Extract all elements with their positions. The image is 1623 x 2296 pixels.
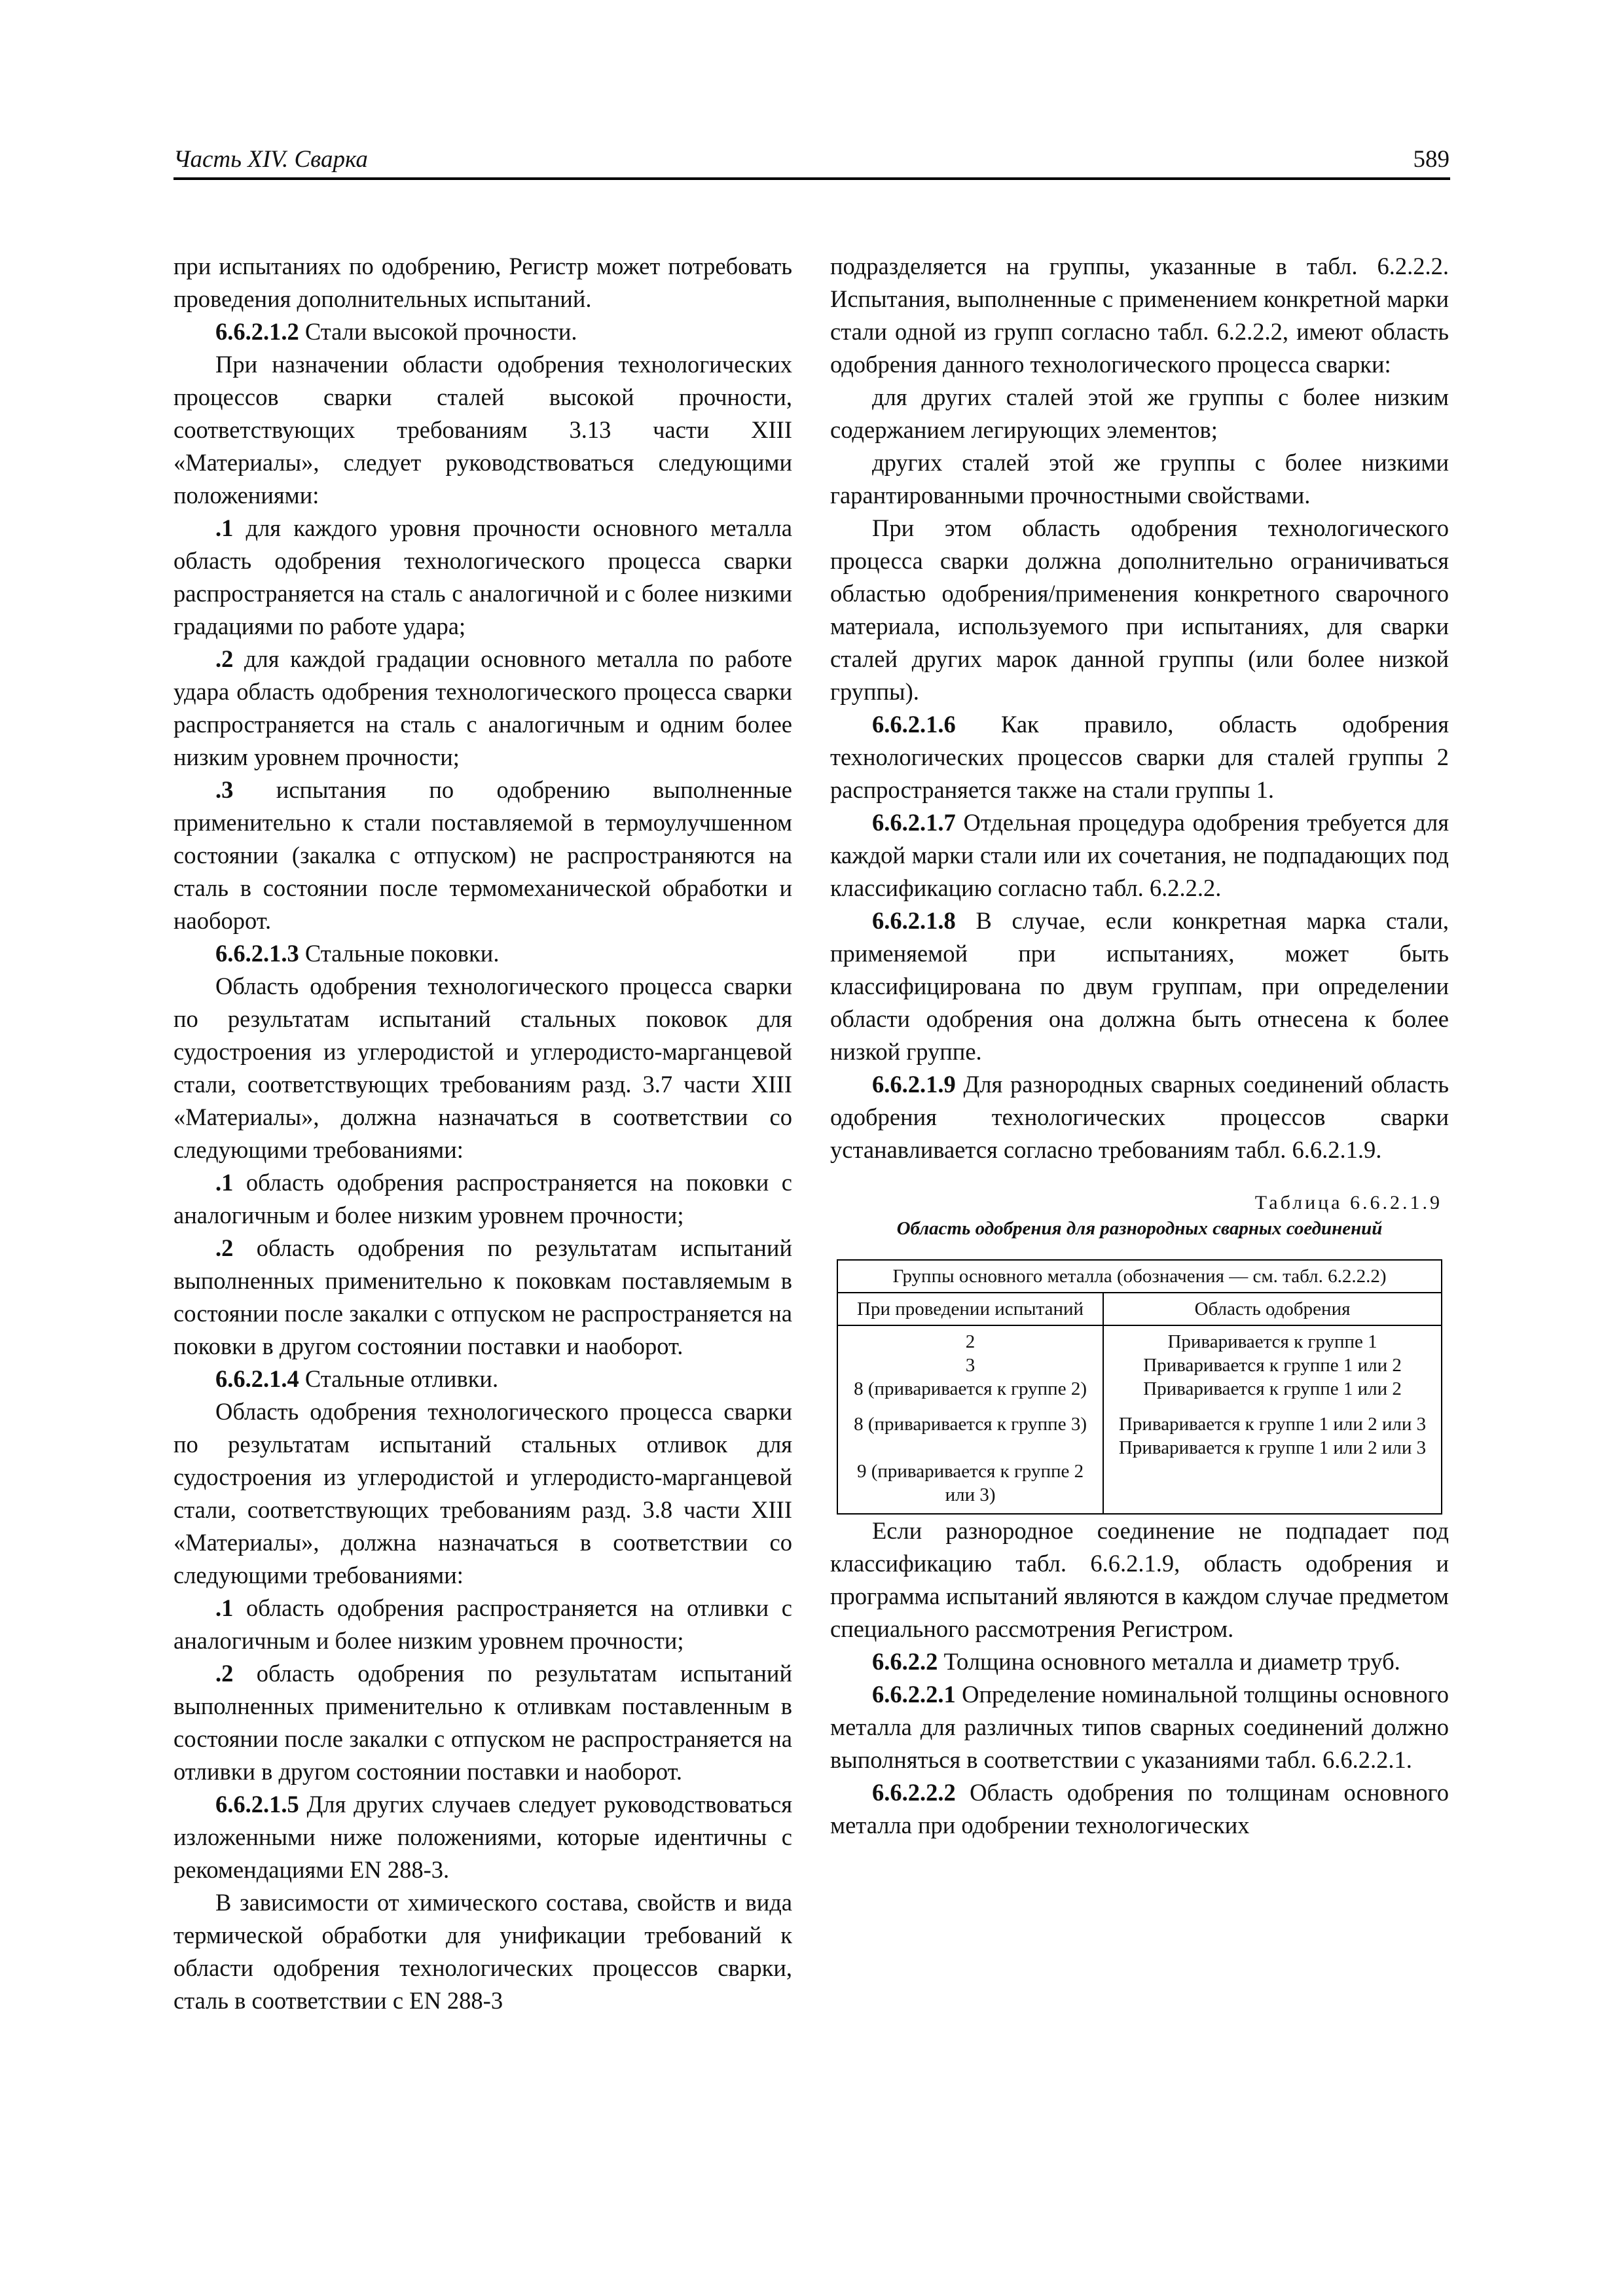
table-cell	[1103, 1325, 1442, 1511]
paragraph-text: Область одобрения технологического процесса сварки по результатам испытаний стальных отливок для судостроения из углеродистой и углеродисто-марганцевой стали, соответствующих требованиям разд. 3.8 части XIII «Материалы», должна назначаться в соответствии со следующими требованиями:	[173, 1398, 792, 1588]
cell-line: Приваривается к группе 1 или 2 или 3	[1118, 1414, 1427, 1435]
paragraph	[830, 1515, 1449, 1645]
cell-line: Приваривается к группе 1 или 2 или 3	[1118, 1437, 1427, 1458]
table-title: Область одобрения для разнородных сварных соединений	[896, 1218, 1383, 1239]
list-number: .1	[215, 1594, 234, 1621]
left-column	[173, 250, 792, 2017]
paragraph	[173, 1886, 792, 2017]
section-title: Толщина основного металла и диаметр труб.	[938, 1648, 1400, 1675]
table-header-row	[837, 1293, 1442, 1325]
section-paragraph	[173, 1788, 792, 1886]
paragraph-text: Отдельная процедура одобрения требуется для каждой марки стали или их сочетания, не подпадающих под классификацию согласно табл. 6.2.2.2.	[830, 809, 1449, 901]
paragraph	[830, 250, 1449, 381]
section-number: 6.6.2.1.7	[872, 809, 956, 836]
paragraph	[830, 446, 1449, 512]
paragraph-text: Если разнородное соединение не подпадает под классификацию табл. 6.6.2.1.9, область одобрения и программа испытаний являются в каждом случае предметом специального рассмотрения Регистром.	[830, 1517, 1449, 1642]
paragraph-text: для других сталей этой же группы с более низким содержанием легирующих элементов;	[830, 384, 1449, 443]
list-item	[173, 1592, 792, 1657]
section-number: 6.6.2.1.5	[215, 1791, 299, 1818]
list-text: область одобрения по результатам испытаний выполненных применительно к отливкам поставленным в состоянии после закалки с отпуском не распространяется на отливки в другом состоянии поставки и наоборот.	[173, 1660, 792, 1785]
section-paragraph	[830, 708, 1449, 806]
section-paragraph	[830, 1678, 1449, 1776]
paragraph-text: Как правило, область одобрения технологических процессов сварки для сталей группы 2 распространяется также на стали группы 1.	[830, 711, 1449, 803]
list-number: .2	[215, 645, 234, 672]
section-heading	[173, 1363, 792, 1395]
paragraph-text: других сталей этой же группы с более низкими гарантированными прочностными свойствами.	[830, 449, 1449, 509]
section-number: 6.6.2.2.2	[872, 1779, 956, 1806]
paragraph	[173, 970, 792, 1166]
table-cell	[837, 1325, 1103, 1511]
list-text: область одобрения распространяется на поковки с аналогичным и более низким уровнем прочности;	[173, 1169, 792, 1229]
paragraph	[173, 348, 792, 512]
paragraph-text: Для разнородных сварных соединений область одобрения технологических процессов сварки устанавливается согласно требованиям табл. 6.6.2.1.9.	[830, 1071, 1449, 1163]
running-header-title: Часть XIV. Сварка	[173, 146, 368, 173]
list-number: .2	[215, 1660, 234, 1687]
section-paragraph	[830, 1068, 1449, 1166]
list-number: .2	[215, 1234, 234, 1261]
paragraph-text: подразделяется на группы, указанные в табл. 6.2.2.2. Испытания, выполненные с применением конкретной марки стали одной из групп согласно табл. 6.2.2.2, имеют область одобрения данного технологического процесса сварки:	[830, 253, 1449, 378]
paragraph	[173, 250, 792, 315]
table-caption: Таблица 6.6.2.1.9	[1254, 1192, 1442, 1213]
list-text: область одобрения распространяется на отливки с аналогичным и более низким уровнем прочности;	[173, 1594, 792, 1654]
list-item	[173, 1232, 792, 1363]
section-paragraph	[830, 1776, 1449, 1842]
paragraph	[830, 512, 1449, 708]
list-item	[173, 774, 792, 937]
section-number: 6.6.2.1.3	[215, 940, 299, 967]
section-number: 6.6.2.1.9	[872, 1071, 956, 1098]
section-title: Стальные отливки.	[299, 1365, 499, 1392]
paragraph-text: В зависимости от химического состава, свойств и вида термической обработки для унификации требований к области одобрения технологических процессов сварки, сталь в соответствии с EN 288-3	[173, 1889, 792, 2014]
paragraph-text: В случае, если конкретная марка стали, применяемой при испытаниях, может быть классифицирована по двум группам, при определении области одобрения она должна быть отнесена к более низкой группе.	[830, 907, 1449, 1065]
section-heading	[830, 1645, 1449, 1678]
section-number: 6.6.2.1.4	[215, 1365, 299, 1392]
section-heading	[173, 937, 792, 970]
paragraph-text: при испытаниях по одобрению, Регистр может потребовать проведения дополнительных испытаний.	[173, 253, 792, 312]
header-rule	[173, 177, 1450, 180]
cell-line: 8 (приваривается к группе 3)	[854, 1414, 1087, 1435]
page-number: 589	[1413, 146, 1450, 173]
list-number: .1	[215, 514, 234, 541]
table-group-header: Группы основного металла (обозначения — см. табл. 6.2.2.2)	[837, 1260, 1442, 1293]
table-header-test: При проведении испытаний	[837, 1293, 1103, 1325]
list-text: для каждой градации основного металла по работе удара область одобрения технологического процесса сварки распространяется на сталь с аналогичным и одним более низким уровнем прочности;	[173, 645, 792, 770]
section-paragraph	[830, 905, 1449, 1068]
cell-line: Приваривается к группе 1	[1167, 1331, 1377, 1352]
paragraph	[173, 1395, 792, 1592]
paragraph-text: Определение номинальной толщины основного металла для различных типов сварных соединений должно выполняться в соответствии с указаниями табл. 6.6.2.2.1.	[830, 1681, 1449, 1773]
section-number: 6.6.2.1.8	[872, 907, 956, 934]
list-item	[173, 1166, 792, 1232]
paragraph-text: При этом область одобрения технологического процесса сварки должна дополнительно ограничиваться областью одобрения/применения конкретного сварочного материала, используемого при испытаниях, для сварки сталей других марок данной группы (или более низкой группы).	[830, 514, 1449, 705]
paragraph-text: Область одобрения технологического процесса сварки по результатам испытаний стальных поковок для судостроения из углеродистой и углеродисто-марганцевой стали, соответствующих требованиям разд. 3.7 части XIII «Материалы», должна назначаться в соответствии со следующими требованиями:	[173, 973, 792, 1163]
section-title: Стальные поковки.	[299, 940, 500, 967]
table-header-scope: Область одобрения	[1103, 1293, 1442, 1325]
paragraph-text: При назначении области одобрения технологических процессов сварки сталей высокой прочности, соответствующих требованиям 3.13 части XIII «Материалы», следует руководствоваться следующими положениями:	[173, 351, 792, 509]
list-text: область одобрения по результатам испытаний выполненных применительно к поковкам поставляемым в состоянии после закалки с отпуском не распространяется на поковки в другом состоянии поставки и наоборот.	[173, 1234, 792, 1359]
section-title: Стали высокой прочности.	[299, 318, 577, 345]
paragraph-text: Область одобрения по толщинам основного металла при одобрении технологических	[830, 1779, 1449, 1839]
section-paragraph	[830, 806, 1449, 905]
cell-line: Приваривается к группе 1 или 2	[1143, 1355, 1402, 1376]
list-number: .3	[215, 776, 234, 803]
cell-line: 2	[965, 1331, 976, 1352]
cell-line: 8 (приваривается к группе 2)	[854, 1378, 1087, 1399]
right-column	[830, 250, 1449, 1842]
table-group-header-row	[837, 1260, 1442, 1293]
approval-table	[837, 1259, 1442, 1515]
section-number: 6.6.2.1.2	[215, 318, 299, 345]
section-number: 6.6.2.1.6	[872, 711, 956, 738]
list-item	[173, 1657, 792, 1788]
section-number: 6.6.2.2	[872, 1648, 938, 1675]
paragraph	[830, 381, 1449, 446]
section-number: 6.6.2.2.1	[872, 1681, 956, 1708]
list-text: испытания по одобрению выполненные применительно к стали поставляемой в термоулучшенном состоянии (закалка с отпуском) не распространяются на сталь в состоянии после термомеханической обработки и наоборот.	[173, 776, 792, 934]
cell-line: Приваривается к группе 1 или 2	[1143, 1378, 1402, 1399]
list-item	[173, 512, 792, 643]
list-text: для каждого уровня прочности основного металла область одобрения технологического процесса сварки распространяется на сталь с аналогичной и с более низкими градациями по работе удара;	[173, 514, 792, 639]
list-number: .1	[215, 1169, 234, 1196]
cell-line: 9 (приваривается к группе 2 или 3)	[856, 1461, 1084, 1505]
cell-line: 3	[965, 1355, 976, 1376]
list-item	[173, 643, 792, 774]
section-heading	[173, 315, 792, 348]
table-row	[837, 1325, 1442, 1511]
paragraph-text: Для других случаев следует руководствоваться изложенными ниже положениями, которые идентичны с рекомендациями EN 288-3.	[173, 1791, 792, 1883]
